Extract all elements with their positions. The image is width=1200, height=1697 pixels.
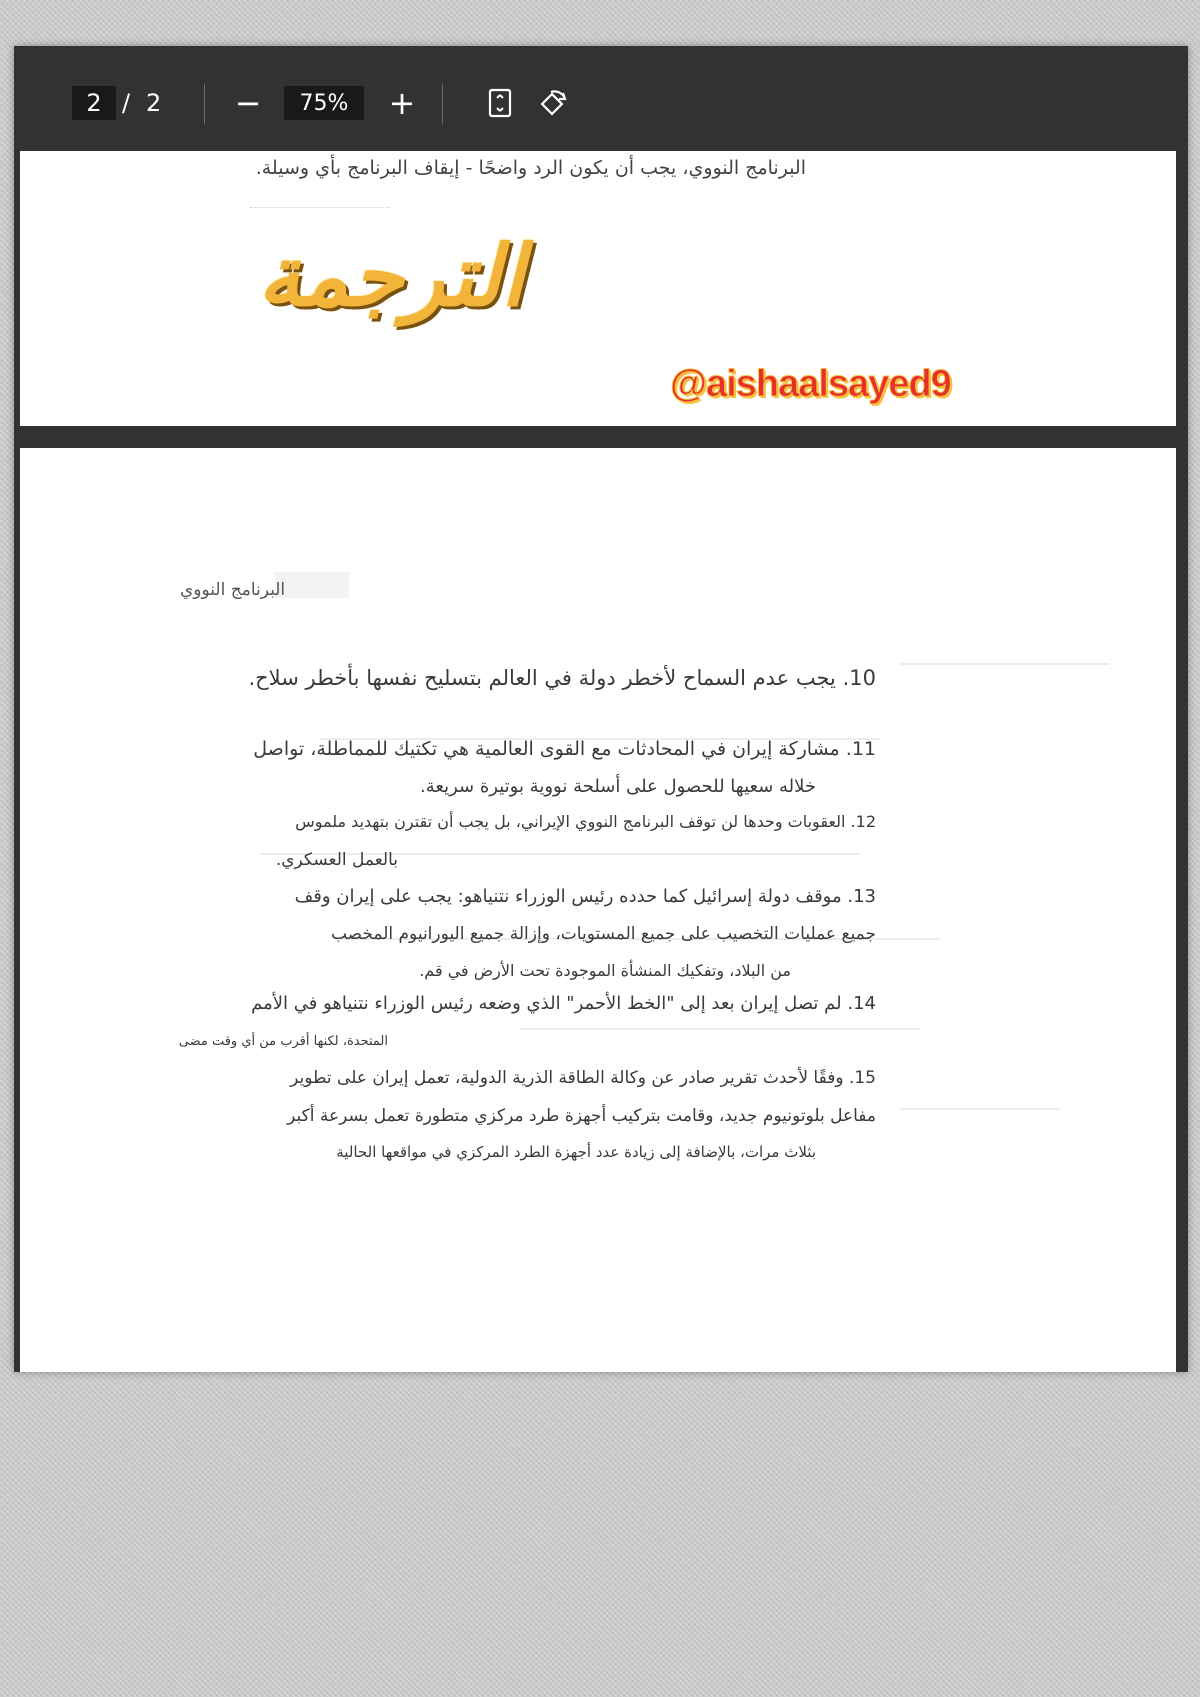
list-item-continuation: مفاعل بلوتونيوم جديد، وقامت بتركيب أجهزة طرد مركزي متطورة تعمل بسرعة أكبر bbox=[287, 1106, 876, 1126]
list-item-continuation: المتحدة، لكنها أقرب من أي وقت مضى bbox=[178, 1034, 388, 1049]
list-item bbox=[251, 993, 876, 1014]
list-item bbox=[295, 886, 876, 907]
list-item-number: 12. bbox=[850, 812, 876, 831]
rotate-icon bbox=[537, 87, 571, 119]
faint-mark bbox=[900, 663, 1110, 665]
page-separator: / bbox=[122, 89, 131, 117]
translation-overlay-title: الترجمة bbox=[258, 226, 525, 325]
list-item-text: لم تصل إيران بعد إلى "الخط الأحمر" الذي وضعه رئيس الوزراء نتنياهو في الأمم bbox=[251, 993, 842, 1014]
header-shade bbox=[275, 572, 349, 598]
toolbar-divider bbox=[442, 84, 443, 124]
list-item-text: العقوبات وحدها لن توقف البرنامج النووي الإيراني، بل يجب أن تقترن بتهديد ملموس bbox=[295, 812, 846, 831]
fit-page-button[interactable] bbox=[480, 82, 520, 124]
pdf-viewer bbox=[14, 46, 1188, 1372]
list-item-text: وفقًا لأحدث تقرير صادر عن وكالة الطاقة الذرية الدولية، تعمل إيران على تطوير bbox=[290, 1068, 844, 1088]
page-header: البرنامج النووي bbox=[180, 580, 286, 600]
list-item bbox=[248, 666, 876, 690]
list-item-text: موقف دولة إسرائيل كما حدده رئيس الوزراء نتنياهو: يجب على إيران وقف bbox=[294, 886, 842, 907]
page-number-input[interactable]: 2 bbox=[72, 86, 116, 120]
list-item-number: 14. bbox=[847, 993, 876, 1014]
pdf-page-1 bbox=[20, 151, 1176, 426]
rotate-button[interactable] bbox=[534, 82, 574, 124]
list-item bbox=[253, 738, 876, 760]
toolbar-divider bbox=[204, 84, 205, 124]
list-item-continuation: من البلاد، وتفكيك المنشأة الموجودة تحت الأرض في قم. bbox=[419, 961, 791, 980]
list-item-continuation: جميع عمليات التخصيب على جميع المستويات، وإزالة جميع اليورانيوم المخصب bbox=[330, 924, 876, 944]
list-item bbox=[295, 812, 876, 831]
list-item-number: 11. bbox=[845, 738, 876, 760]
list-item-number: 13. bbox=[847, 886, 876, 907]
zoom-out-button[interactable]: − bbox=[234, 84, 262, 122]
page1-text-line: البرنامج النووي، يجب أن يكون الرد واضحًا - إيقاف البرنامج بأي وسيلة. bbox=[255, 157, 806, 179]
faint-mark bbox=[250, 193, 390, 208]
list-item-continuation: خلاله سعيها للحصول على أسلحة نووية بوتيرة سريعة. bbox=[420, 776, 816, 797]
zoom-in-button[interactable]: + bbox=[388, 84, 416, 122]
list-item-number: 15. bbox=[848, 1068, 876, 1088]
faint-mark bbox=[900, 1108, 1060, 1110]
fit-page-icon bbox=[487, 88, 513, 118]
list-item-continuation: بثلاث مرات، بالإضافة إلى زيادة عدد أجهزة الطرد المركزي في مواقعها الحالية bbox=[336, 1143, 816, 1161]
list-item bbox=[290, 1068, 876, 1088]
zoom-level-input[interactable]: 75% bbox=[284, 86, 364, 120]
pdf-page-2 bbox=[20, 448, 1176, 1372]
list-item-text: مشاركة إيران في المحادثات مع القوى العالمية هي تكتيك للمماطلة، تواصل bbox=[253, 738, 840, 760]
page-total: 2 bbox=[146, 89, 162, 117]
pdf-toolbar bbox=[14, 46, 1188, 151]
list-item-text: يجب عدم السماح لأخطر دولة في العالم بتسليح نفسها بأخطر سلاح. bbox=[248, 666, 836, 690]
list-item-continuation: بالعمل العسكري. bbox=[275, 850, 398, 870]
list-item-number: 10. bbox=[842, 666, 876, 690]
author-handle-overlay: @aishaalsayed9 bbox=[670, 363, 951, 405]
faint-mark bbox=[520, 1028, 920, 1030]
